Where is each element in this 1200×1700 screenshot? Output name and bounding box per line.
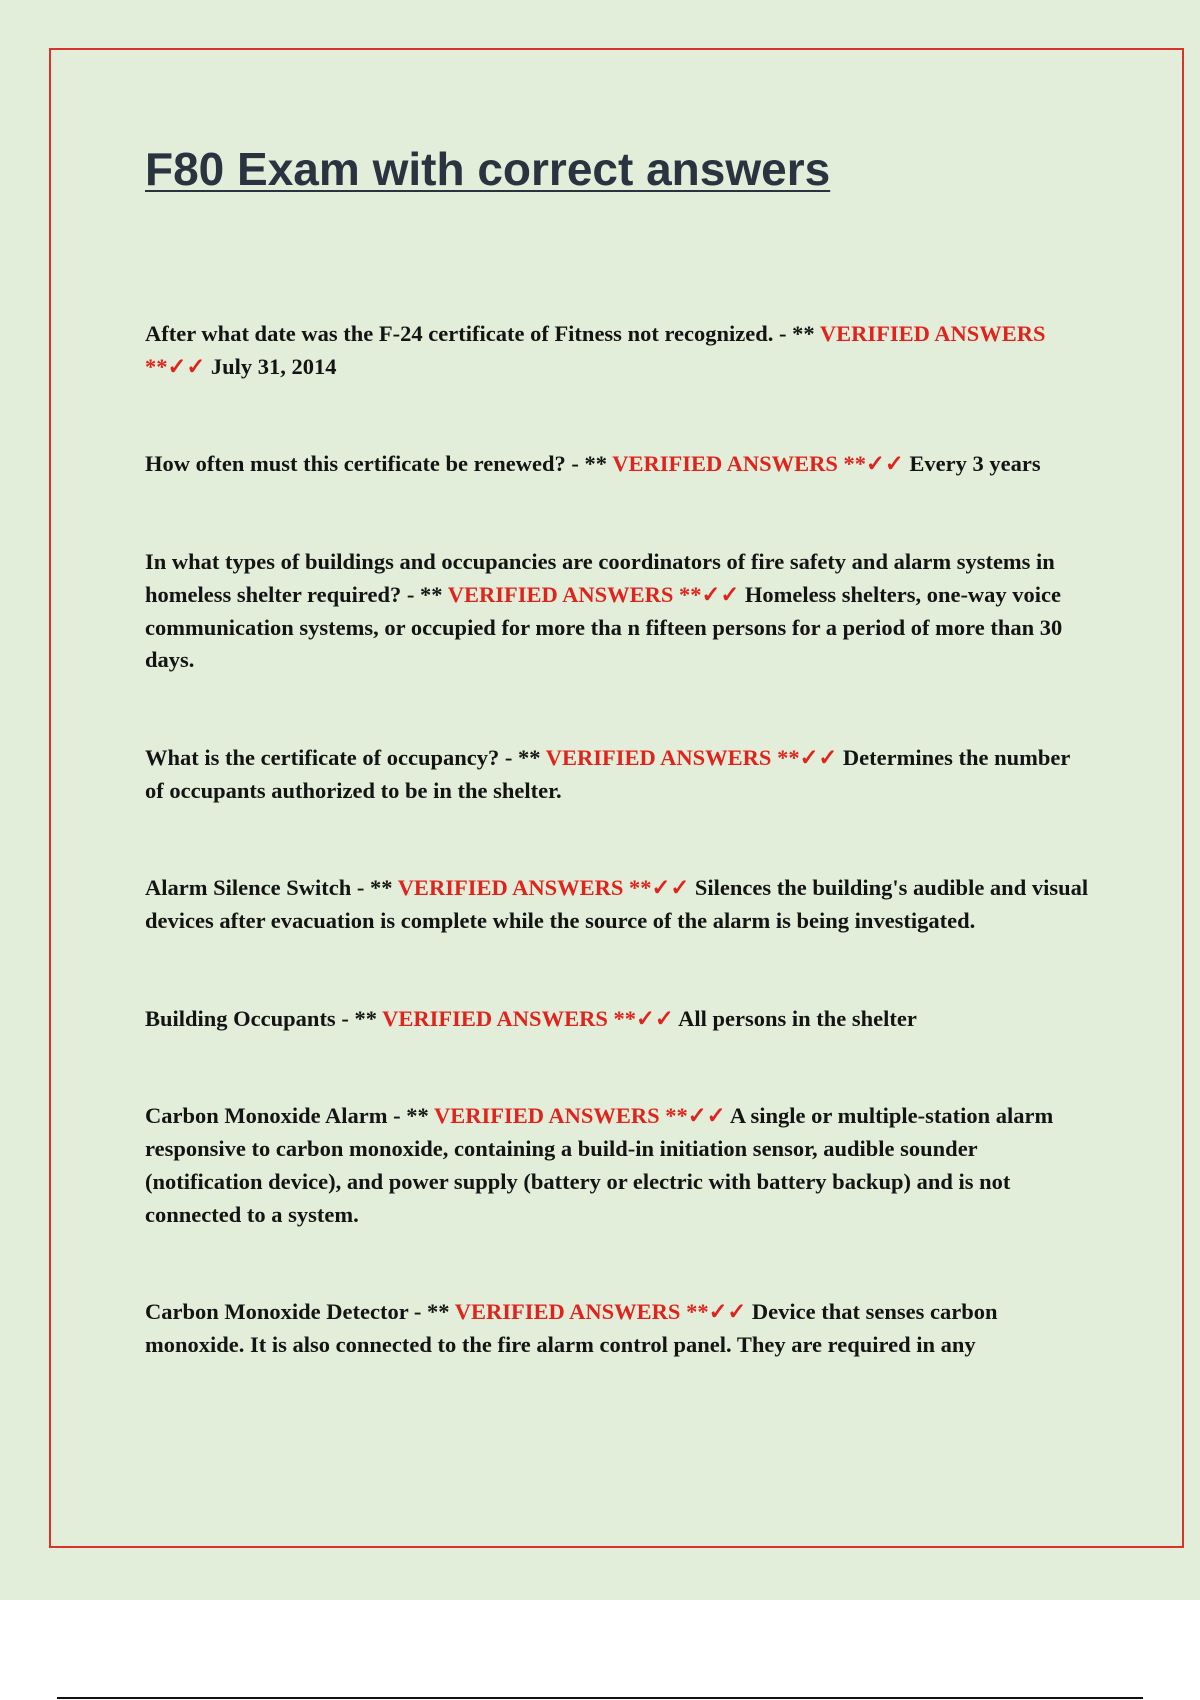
verified-answers-label: VERIFIED ANSWERS: [382, 1005, 608, 1031]
qa-item: [145, 1100, 1090, 1231]
page-title: F80 Exam with correct answers: [145, 143, 831, 195]
footer-divider: [57, 1697, 1143, 1699]
verified-answers-label: VERIFIED ANSWERS: [454, 1299, 681, 1325]
answer-text: Silences the building's audible and visual devices after evacuation is complete while the source of the alarm is being investigated.: [145, 875, 1089, 934]
qa-list: [145, 318, 1090, 1427]
check-icons: **✓✓: [613, 1005, 674, 1031]
check-icons: **✓✓: [686, 1299, 747, 1325]
answer-text: July 31, 2014: [210, 353, 337, 379]
verified-answers-label: VERIFIED ANSWERS: [612, 451, 838, 477]
stars: **: [792, 321, 815, 346]
qa-item: [145, 318, 1090, 383]
question-text: Carbon Monoxide Alarm -: [145, 1103, 407, 1129]
verified-answers-label: VERIFIED ANSWERS: [433, 1103, 660, 1129]
stars: **: [584, 451, 607, 477]
answer-text: All persons in the shelter: [678, 1005, 917, 1031]
check-icons: **✓✓: [145, 353, 206, 379]
check-icons: **✓✓: [843, 451, 904, 477]
stars: **: [518, 744, 541, 770]
question-text: How often must this certificate be renewed? -: [145, 451, 585, 477]
question-text: After what date was the F-24 certificate of Fitness not recognized. -: [145, 321, 793, 346]
verified-answers-label: VERIFIED ANSWERS: [447, 581, 674, 607]
answer-text: A single or multiple-station alarm responsive to carbon monoxide, containing a build-in initiation sensor, audible sounder (notification device), and power supply (battery or electric with battery backup) and is not connected to a system.: [145, 1103, 1054, 1227]
question-text: Carbon Monoxide Detector -: [145, 1299, 428, 1325]
answer-text: Determines the number of occupants authorized to be in the shelter.: [145, 744, 1070, 803]
question-text: Alarm Silence Switch -: [145, 875, 370, 901]
qa-item: [145, 1296, 1090, 1361]
stars: **: [369, 875, 393, 901]
verified-answers-label: VERIFIED ANSWERS: [397, 875, 624, 901]
qa-item: [145, 1003, 1090, 1036]
qa-item: [145, 448, 1090, 481]
verified-answers-label: VERIFIED ANSWERS: [545, 744, 772, 770]
check-icons: **✓✓: [665, 1103, 726, 1129]
qa-item: [145, 546, 1090, 677]
stars: **: [427, 1299, 450, 1325]
stars: **: [419, 581, 443, 607]
stars: **: [354, 1005, 377, 1031]
check-icons: **✓✓: [679, 581, 740, 607]
stars: **: [406, 1103, 429, 1129]
question-text: Building Occupants -: [145, 1005, 355, 1031]
question-text: In what types of buildings and occupancies are coordinators of fire safety and alarm systems in homeless shelter required? -: [145, 549, 1055, 607]
question-text: What is the certificate of occupancy? -: [145, 744, 519, 770]
qa-item: [145, 742, 1090, 807]
check-icons: **✓✓: [629, 875, 690, 901]
answer-text: Every 3 years: [909, 451, 1041, 477]
answer-text: Homeless shelters, one-way voice communication systems, or occupied for more tha n fifteen persons for a period of more than 30 days.: [145, 581, 1063, 673]
verified-answers-label: VERIFIED ANSWERS: [819, 321, 1046, 346]
answer-text: Device that senses carbon monoxide. It is also connected to the fire alarm control panel. They are required in any: [145, 1299, 998, 1357]
qa-item: [145, 872, 1090, 937]
check-icons: **✓✓: [777, 744, 838, 770]
